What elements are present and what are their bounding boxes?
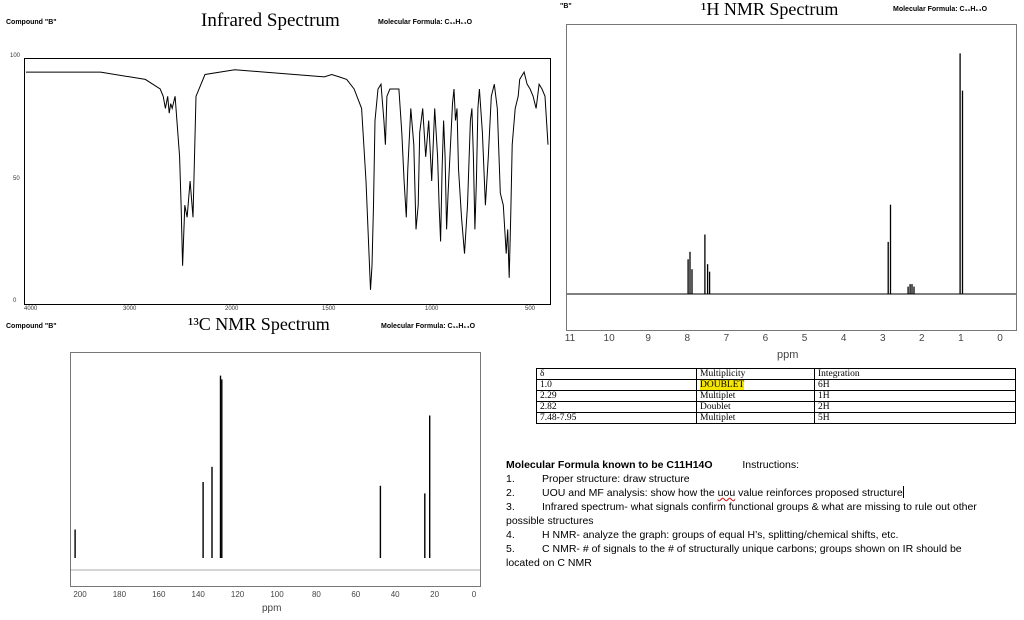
ir-x-tick: 4000 bbox=[24, 306, 38, 312]
ir-y-tick: 50 bbox=[13, 176, 20, 182]
cnmr-x-tick: 20 bbox=[430, 590, 440, 599]
formula-heading: Molecular Formula known to be C11H14O bbox=[506, 459, 713, 471]
hnmr-x-tick: 3 bbox=[879, 333, 886, 344]
instruction-number: 3. bbox=[506, 501, 515, 513]
table-cell-integration: 6H bbox=[815, 380, 1016, 391]
instruction-text: value reinforces proposed structure bbox=[735, 487, 903, 499]
instruction-text: UOU and MF analysis: show how the bbox=[542, 487, 718, 499]
instruction-item bbox=[506, 500, 1021, 514]
table-header-row bbox=[537, 369, 1016, 380]
cnmr-x-tick: 40 bbox=[390, 590, 400, 599]
ir-chart bbox=[24, 58, 552, 306]
instruction-text: C NMR- # of signals to the # of structurally unique carbons; groups shown on IR should be bbox=[542, 543, 962, 555]
instructions-label: Instructions: bbox=[742, 459, 799, 471]
table-cell-shift: 2.82 bbox=[537, 402, 697, 413]
ir-plot-frame bbox=[25, 59, 551, 305]
hnmr-plot-frame bbox=[567, 25, 1017, 331]
table-cell-multiplicity: Multiplet bbox=[697, 391, 815, 402]
cnmr-plot-frame bbox=[71, 353, 481, 587]
cnmr-x-tick: 0 bbox=[471, 590, 477, 599]
cnmr-title: ¹³C NMR Spectrum bbox=[188, 314, 330, 334]
cnmr-x-label: ppm bbox=[262, 603, 282, 614]
hnmr-compound-label: "B" bbox=[560, 3, 572, 10]
instruction-item bbox=[506, 472, 1021, 486]
instruction-continuation: located on C NMR bbox=[506, 557, 592, 569]
ir-x-tick: 2000 bbox=[225, 306, 239, 312]
instruction-item bbox=[506, 528, 1021, 542]
instructions-block bbox=[506, 458, 1021, 570]
ir-y-axis-label bbox=[7, 114, 17, 214]
table-row bbox=[537, 402, 1016, 413]
cnmr-x-tick: 60 bbox=[351, 590, 361, 599]
table-cell-shift: 2.29 bbox=[537, 391, 697, 402]
instruction-number: 1. bbox=[506, 473, 515, 485]
table-row bbox=[537, 413, 1016, 424]
hnmr-x-tick: 9 bbox=[645, 333, 651, 344]
ir-formula: Molecular Formula: C₁₁H₁₄O bbox=[378, 19, 473, 26]
hnmr-x-tick: 5 bbox=[801, 333, 808, 344]
cnmr-compound-label: Compound "B" bbox=[6, 323, 57, 330]
table-header-cell: δ bbox=[537, 369, 697, 380]
cnmr-formula: Molecular Formula: C₁₁H₁₄O bbox=[381, 323, 476, 330]
table-cell-integration: 1H bbox=[815, 391, 1016, 402]
instruction-number: 4. bbox=[506, 529, 515, 541]
ir-x-tick: 1000 bbox=[425, 306, 439, 312]
hnmr-x-tick: 11 bbox=[564, 333, 576, 344]
instruction-text: Proper structure: draw structure bbox=[542, 473, 690, 485]
table-cell-integration: 2H bbox=[815, 402, 1016, 413]
table-row bbox=[537, 391, 1016, 402]
instruction-text: Infrared spectrum- what signals confirm functional groups & what are missing to rule out other bbox=[542, 501, 977, 513]
instruction-text: H NMR- analyze the graph: groups of equal H’s, splitting/chemical shifts, etc. bbox=[542, 529, 899, 541]
cnmr-x-tick: 200 bbox=[73, 590, 87, 599]
instruction-number: 5. bbox=[506, 543, 515, 555]
hnmr-x-tick: 6 bbox=[762, 333, 769, 344]
table-cell-multiplicity: Multiplet bbox=[697, 413, 815, 424]
table-header-cell: Multiplicity bbox=[697, 369, 815, 380]
ir-y-tick: 100 bbox=[10, 53, 21, 59]
misspelled-word: uou bbox=[717, 487, 736, 499]
instructions-heading-row bbox=[506, 458, 1021, 472]
cnmr-x-tick: 100 bbox=[270, 590, 284, 599]
cnmr-x-tick: 80 bbox=[311, 590, 321, 599]
hnmr-x-tick: 8 bbox=[684, 333, 691, 344]
cnmr-x-tick: 160 bbox=[152, 590, 166, 599]
instruction-item bbox=[506, 542, 1021, 556]
ir-x-tick: 1500 bbox=[322, 306, 336, 312]
hnmr-title: ¹H NMR Spectrum bbox=[701, 0, 839, 19]
hnmr-formula: Molecular Formula: C₁₁H₁₄O bbox=[893, 6, 988, 13]
text-cursor bbox=[903, 486, 904, 498]
table-cell-multiplicity bbox=[697, 380, 815, 391]
cnmr-x-tick: 180 bbox=[112, 590, 127, 599]
cnmr-x-tick: 120 bbox=[230, 590, 245, 599]
ir-y-tick: 0 bbox=[13, 298, 17, 304]
ir-x-tick: 3000 bbox=[123, 306, 137, 312]
ir-x-tick: 500 bbox=[525, 306, 536, 312]
instruction-item bbox=[506, 486, 1021, 500]
cnmr-x-tick: 140 bbox=[191, 590, 205, 599]
table-header-cell: Integration bbox=[815, 369, 1016, 380]
hnmr-chart bbox=[566, 24, 1018, 332]
table-cell-integration: 5H bbox=[815, 413, 1016, 424]
nmr-data-table bbox=[536, 368, 1016, 424]
table-row bbox=[537, 380, 1016, 391]
instruction-number: 2. bbox=[506, 487, 515, 499]
hnmr-x-label: ppm bbox=[777, 349, 799, 361]
table-cell-shift: 7.48-7.95 bbox=[537, 413, 697, 424]
highlighted-text: DOUBLET bbox=[700, 380, 745, 390]
hnmr-x-tick: 2 bbox=[919, 333, 925, 344]
hnmr-x-tick: 1 bbox=[958, 333, 964, 344]
hnmr-x-tick: 0 bbox=[997, 333, 1003, 344]
instruction-continuation: possible structures bbox=[506, 515, 594, 527]
hnmr-x-tick: 7 bbox=[723, 333, 730, 344]
hnmr-x-tick: 10 bbox=[603, 333, 615, 344]
ir-compound-label: Compound "B" bbox=[6, 19, 57, 26]
hnmr-x-tick: 4 bbox=[840, 333, 847, 344]
ir-title: Infrared Spectrum bbox=[201, 10, 340, 31]
cnmr-chart bbox=[70, 352, 482, 588]
table-cell-multiplicity: Doublet bbox=[697, 402, 815, 413]
table-cell-shift: 1.0 bbox=[537, 380, 697, 391]
